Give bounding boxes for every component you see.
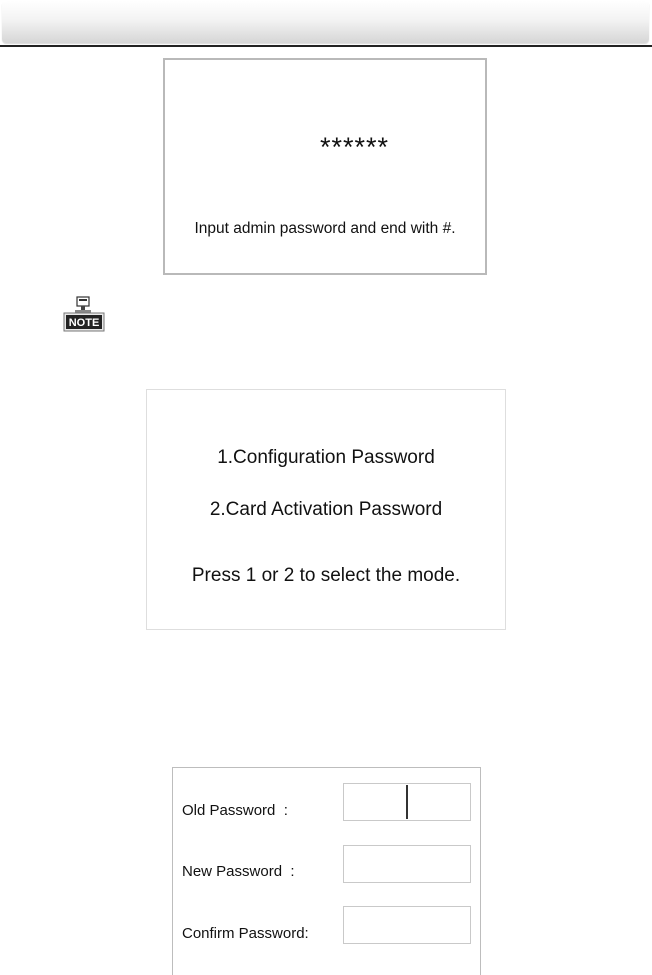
note-icon-label: NOTE: [68, 317, 100, 329]
old-password-input[interactable]: [343, 783, 471, 821]
new-password-input[interactable]: [343, 845, 471, 883]
confirm-password-input[interactable]: [343, 906, 471, 944]
masked-password-display: ******: [319, 132, 389, 162]
mode-select-instruction: Press 1 or 2 to select the mode.: [191, 565, 461, 586]
text-caret: [406, 785, 408, 819]
header-divider: [0, 45, 652, 47]
old-password-label: Old Password :: [182, 802, 288, 819]
change-password-form: [172, 767, 481, 975]
page-header-bar: [2, 1, 649, 43]
new-password-label: New Password :: [182, 863, 295, 880]
admin-password-screen: [163, 58, 487, 275]
option-card-activation-password: 2.Card Activation Password: [209, 499, 443, 520]
note-icon-graphic: [62, 296, 106, 334]
option-configuration-password: 1.Configuration Password: [217, 447, 435, 468]
note-icon: [62, 296, 106, 334]
confirm-password-label: Confirm Password:: [182, 925, 309, 942]
mode-select-screen: [146, 389, 506, 630]
admin-password-hint: Input admin password and end with #.: [194, 220, 456, 237]
